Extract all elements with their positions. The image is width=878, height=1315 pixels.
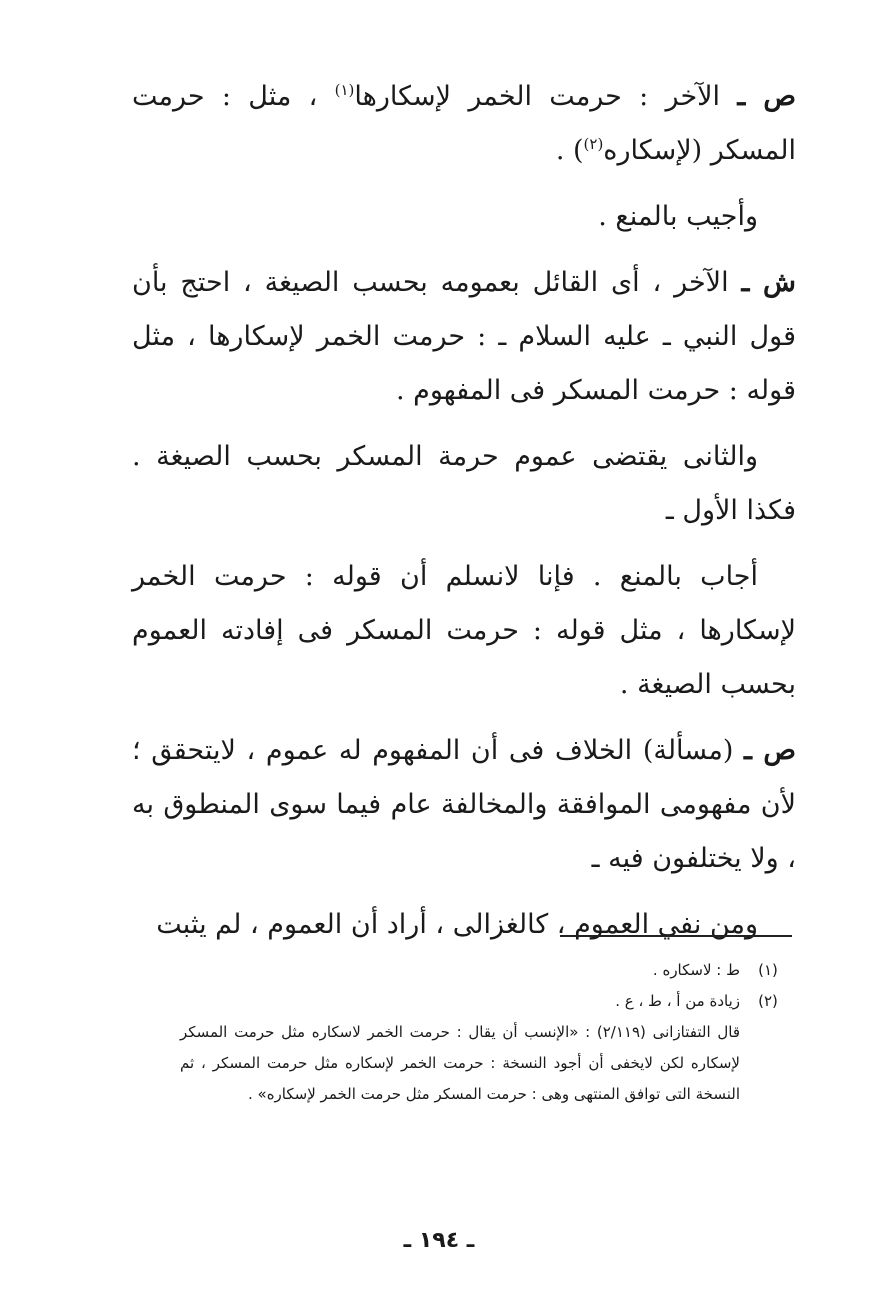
main-text [132,70,796,964]
page-number: ـ ١٩٤ ـ [403,1228,475,1253]
paragraph-text: ) . [555,135,584,166]
footnotes [132,955,796,1110]
paragraph-7: ومن نفي العموم ، كالغزالى ، أراد أن العموم ، لم يثبت [156,909,758,940]
paragraph-text: الآخر ، أى القائل بعمومه بحسب الصيغة ، احتج بأن قول النبي ـ عليه السلام ـ : حرمت الخمر لإسكارها ، مثل قوله : حرمت المسكر فى المفهوم . [132,267,796,406]
footnote-text: ط : لاسكاره . [652,961,740,979]
paragraph-text: (مسألة) الخلاف فى أن المفهوم له عموم ، لايتحقق ؛ لأن مفهومى الموافقة والمخالفة عام فيما سوى المنطوق به ، ولا يختلفون فيه ـ [132,735,796,874]
footnote-continuation: قال التفتازانى (٢/١١٩) : «الإنسب أن يقال : حرمت الخمر لاسكاره مثل حرمت المسكر لإسكاره لكن لايخفى أن أجود النسخة : حرمت الخمر لإسكاره مثل حرمت المسكر ، ثم النسخة التى توافق المنتهى وهى : حرمت المسكر مثل حرمت الخمر لإسكاره» . [180,1023,740,1103]
footnote-ref: (١) [334,81,355,99]
paragraph-marker: ص ـ [744,735,796,766]
paragraph-text: ، مثل : حرمت المسكر (لإسكاره [132,81,796,166]
paragraph-4: والثانى يقتضى عموم حرمة المسكر بحسب الصيغة . فكذا الأول ـ [132,441,796,526]
paragraph-marker: ش ـ [741,267,796,298]
paragraph-text: الآخر : حرمت الخمر لإسكارها [354,81,738,112]
paragraph-5: أجاب بالمنع . فإنا لانسلم أن قوله : حرمت الخمر لإسكارها ، مثل قوله : حرمت المسكر فى إفادته العموم بحسب الصيغة . [132,561,796,700]
paragraph-2: وأجيب بالمنع . [598,201,758,232]
footnote-2 [132,986,796,1017]
footnote-ref: (٢) [583,135,604,153]
footnote-number: (١) [758,961,778,979]
footnote-number: (٢) [758,992,778,1010]
paragraph-1 [132,70,796,178]
paragraph-6 [132,724,796,886]
paragraph-marker: ص ـ [737,81,797,112]
paragraph-3 [132,256,796,418]
footnote-1 [132,955,796,986]
footnote-divider [560,935,792,937]
footnote-text: زيادة من أ ، ط ، ع . [615,992,740,1010]
